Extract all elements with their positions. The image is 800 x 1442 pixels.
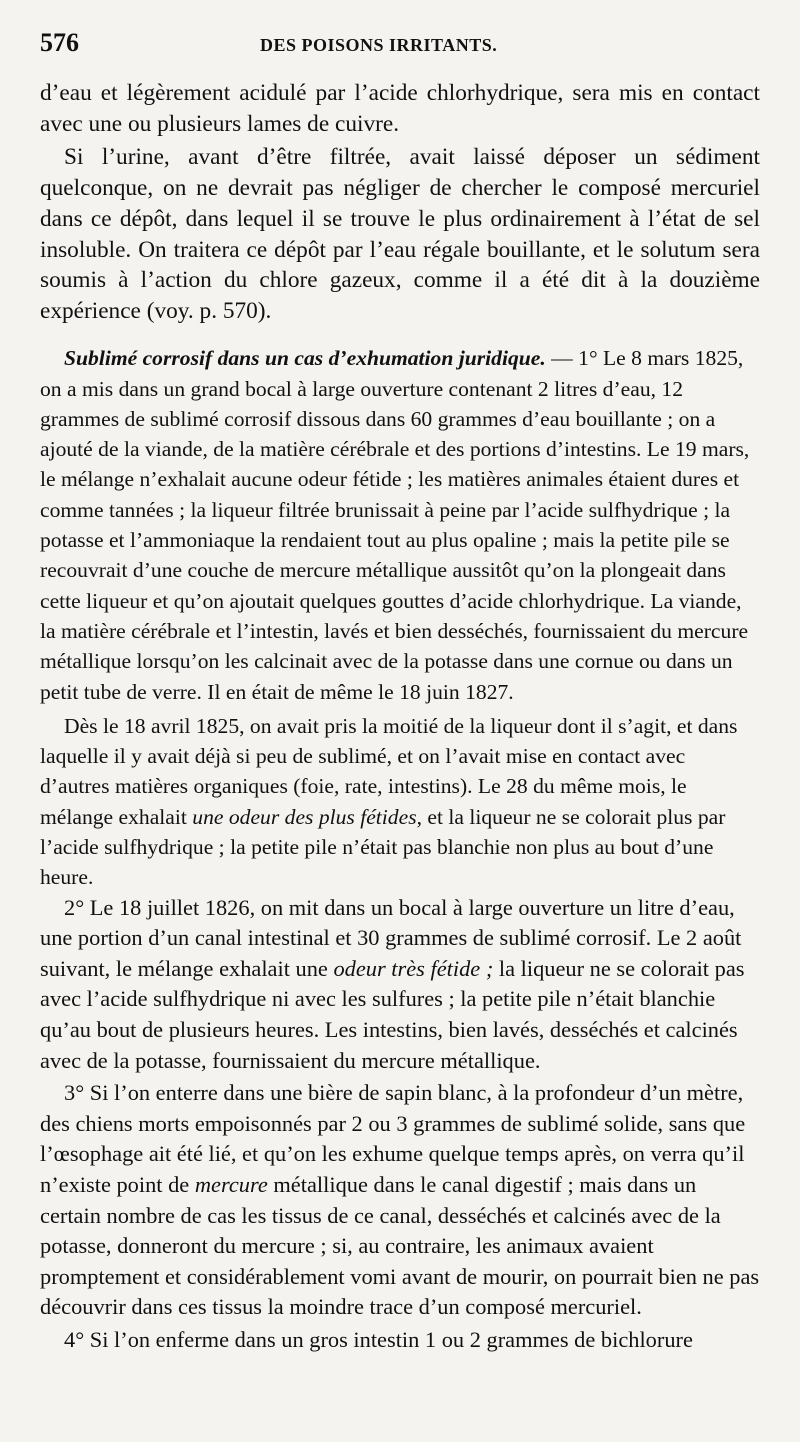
paragraph-7: 4° Si l’on enferme dans un gros intestin 1 ou 2 grammes de bichlorure [64,1326,693,1352]
page-header [40,28,760,68]
paragraph-6-emphasis: mercure [194,1171,268,1197]
paragraph-6-text-a: 3° Si l’on enterre dans une bière de sapin blanc, à la profondeur d’un mètre, des chiens morts empoisonnés par 2 ou 3 grammes de sublimé solide, sans que l’œsophage ait été lié, et qu’on les exhume quelque temps après, on verra qu’il n’existe point de [40,1080,746,1197]
paragraph-4-text-a: Dès le 18 avril 1825, on avait pris la moitié de la liqueur dont il s’agit, et dans laquelle il y avait déjà si peu de sublimé, et on l’avait mise en contact avec d’autres matières organiques (foie, rate, intestins). Le 28 du même mois, le mélange exhalait [40,713,738,829]
paragraph-3 [40,343,760,707]
paragraph-5-text-b: la liqueur ne se colorait pas avec l’acide sulfhydrique ni avec les sulfures ; la petite pile n’était blanchie qu’au bout de plusieurs heures. Les intestins, bien lavés, desséchés et calcinés avec de la potasse, fournissaient du mercure métallique. [40,955,745,1073]
paragraph-4-emphasis: une odeur des plus fétides [192,804,417,829]
page-number: 576 [40,28,79,57]
paragraph-6-text-b: métallique dans le canal digestif ; mais dans un certain nombre de cas les tissus de ce canal, desséchés et calcinés avec de la potasse, donneront du mercure ; si, au contraire, les animaux avaient promptement et considérablement vomi avant de mourir, on pourrait bien ne pas découvrir dans ces tissus la moindre trace d’un composé mercuriel. [40,1171,760,1320]
section-heading: Sublimé corrosif dans un cas d’exhumation juridique. [64,346,546,371]
paragraph-1: d’eau et légèrement acidulé par l’acide chlorhydrique, sera mis en contact avec une ou plusieurs lames de cuivre. [40,80,760,137]
paragraph-5 [40,893,760,1077]
paragraph-3-text: — 1° Le 8 mars 1825, on a mis dans un grand bocal à large ouverture contenant 2 litres d’eau, 12 grammes de sublimé corrosif dissous dans 60 grammes d’eau bouillante ; on a ajouté de la viande, de la matière cérébrale et des portions d’intestins. Le 19 mars, le mélange n’exhalait aucune odeur fétide ; les matières animales étaient dures et comme tannées ; la liqueur filtrée brunissait à peine par l’acide sulfhydrique ; la potasse et l’ammoniaque la rendaient tout au plus opaline ; mais la petite pile se recouvrait d’une couche de mercure métallique aussitôt qu’on la plongeait dans cette liqueur et qu’on ajoutait quelques gouttes d’acide chlorhydrique. La viande, la matière cérébrale et l’intestin, lavés et bien desséchés, fournissaient du mercure métallique lorsqu’on les calcinait avec de la potasse dans une cornue ou dans un petit tube de verre. Il en était de même le 18 juin 1827. [40,346,750,704]
body-text [40,78,760,327]
paragraph-4-text-b: , et la liqueur ne se colorait plus par l’acide sulfhydrique ; la petite pile n’était pas blanchie non plus au bout d’une heure. [40,804,726,890]
paragraph-5-text-a: 2° Le 18 juillet 1826, on mit dans un bocal à large ouverture un litre d’eau, une portion d’un canal intestinal et 30 grammes de sublimé corrosif. Le 2 août suivant, le mélange exhalait une [40,894,742,981]
paragraph-6 [40,1078,760,1323]
section-experiments [40,893,760,1356]
paragraph-2: Si l’urine, avant d’être filtrée, avait laissé déposer un sédiment quelconque, on ne devrait pas négliger de chercher le composé mercuriel dans ce dépôt, dans lequel il se trouve le plus ordinairement à l’état de sel insoluble. On traitera ce dépôt par l’eau régale bouillante, et le solutum sera soumis à l’action du chlore gazeux, comme il a été dit à la douzième expérience (voy. p. 570). [40,143,760,325]
running-title: DES POISONS IRRITANTS. [260,35,498,55]
section-exhumation [40,343,760,892]
paragraph-4 [40,711,760,893]
paragraph-5-emphasis: odeur très fétide ; [333,955,494,981]
